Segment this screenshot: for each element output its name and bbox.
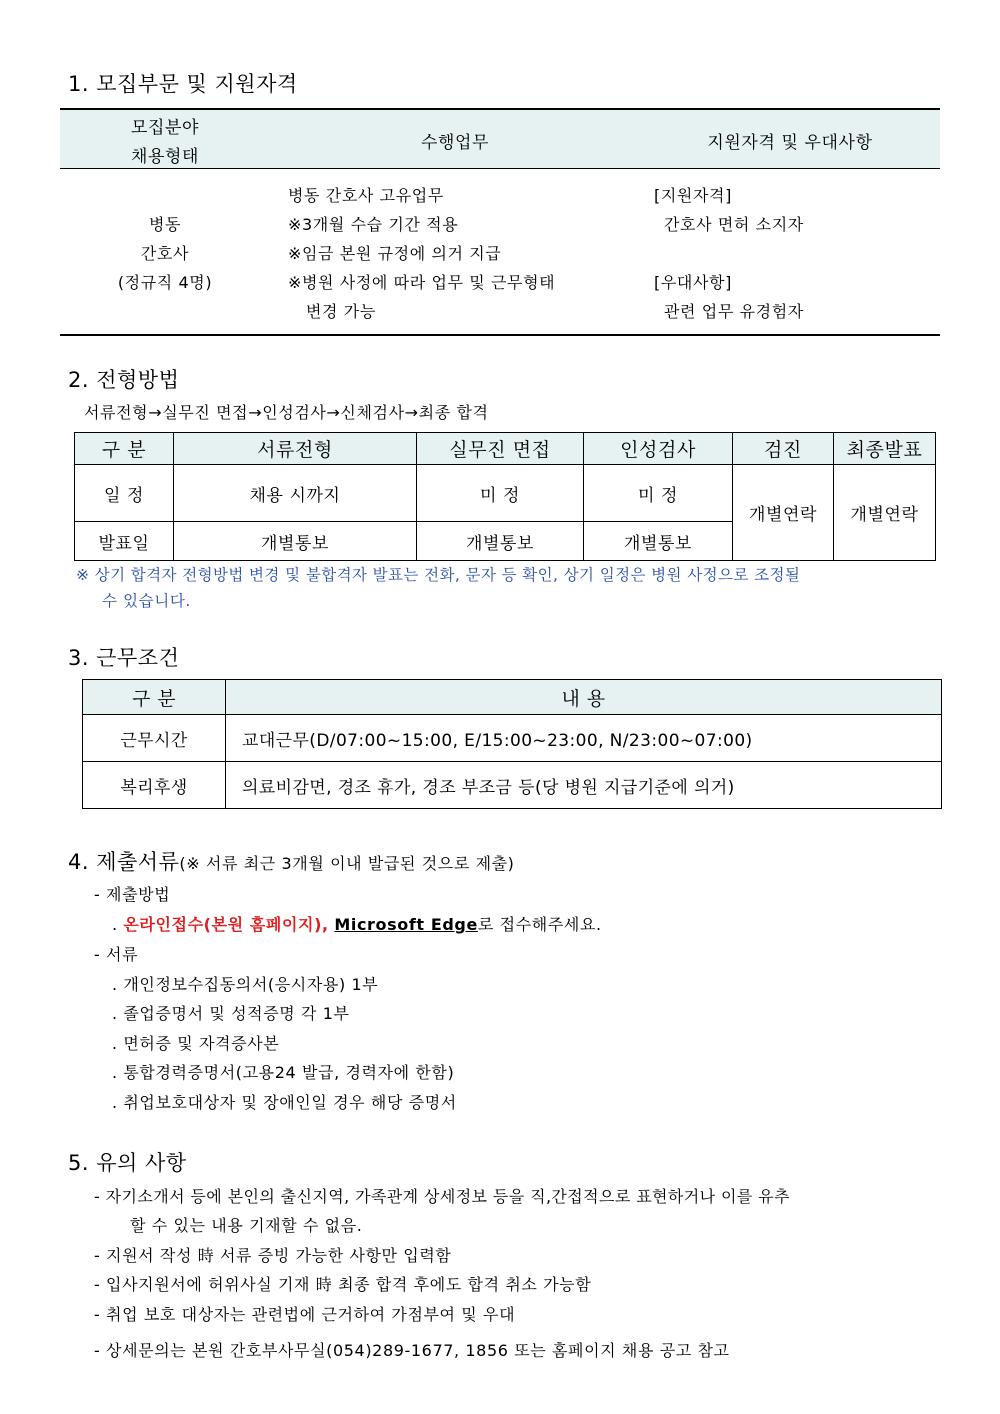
qual-line: [우대사항] [654, 273, 732, 292]
document-item: . 면허증 및 자격증사본 [112, 1034, 280, 1053]
section-4-title-note: (※ 서류 최근 3개월 이내 발급된 것으로 제출) [179, 854, 515, 873]
field-line: 병동 [148, 215, 182, 234]
document-item: . 졸업증명서 및 성적증명 각 1부 [112, 1004, 350, 1023]
col-header: 최종발표 [834, 433, 936, 465]
submit-method-rest: 로 접수해주세요. [477, 915, 602, 934]
notice-item: - 자기소개서 등에 본인의 출신지역, 가족관계 상세정보 등을 직,간접적으로 표현하거나 이를 유추 [94, 1187, 790, 1206]
row-label: 일 정 [75, 465, 174, 522]
col-header: 서류전형 [174, 433, 417, 465]
col-header: 인성검사 [584, 433, 733, 465]
selection-flow: 서류전형→실무진 면접→인성검사→신체검사→최종 합격 [84, 403, 489, 422]
document-item: . 취업보호대상자 및 장애인일 경우 해당 증명서 [112, 1093, 457, 1112]
table-cell: 개별통보 [417, 522, 584, 561]
table-cell: 개별연락 [834, 465, 936, 561]
header-duties: 수행업무 [420, 133, 490, 153]
col-header: 검진 [733, 433, 834, 465]
notice-item: - 지원서 작성 時 서류 증빙 가능한 사항만 입력함 [94, 1246, 452, 1265]
duty-line: ※병원 사정에 따라 업무 및 근무형태 [288, 273, 556, 292]
recruitment-table-header [60, 108, 940, 169]
table-cell: 교대근무(D/07:00~15:00, E/15:00~23:00, N/23:00~07:00) [226, 715, 942, 762]
section-4-heading [68, 846, 515, 876]
section-3-title: 3. 근무조건 [68, 646, 180, 670]
table-cell: 미 정 [584, 465, 733, 522]
field-line: (정규직 4명) [117, 273, 213, 292]
selection-table [74, 432, 936, 561]
document-item: . 통합경력증명서(고용24 발급, 경력자에 한함) [112, 1063, 455, 1082]
section-4-title: 4. 제출서류 [68, 850, 180, 874]
table-cell: 미 정 [417, 465, 584, 522]
selection-note-cont: 수 있습니다. [102, 592, 191, 610]
notice-item: - 취업 보호 대상자는 관련법에 근거하여 가점부여 및 우대 [94, 1305, 516, 1324]
duty-line: 병동 간호사 고유업무 [288, 186, 444, 205]
table-cell: 채용 시까지 [174, 465, 417, 522]
notice-item: - 입사지원서에 허위사실 기재 時 최종 합격 후에도 합격 취소 가능함 [94, 1275, 592, 1294]
header-qualification: 지원자격 및 우대사항 [707, 133, 873, 153]
selection-note: ※ 상기 합격자 전형방법 변경 및 불합격자 발표는 전화, 문자 등 확인, 상기 일정은 병원 사정으로 조정될 [76, 566, 801, 584]
col-header: 내 용 [226, 680, 942, 715]
documents-label: - 서류 [94, 945, 139, 964]
work-conditions-table [82, 679, 942, 809]
qual-line: [지원자격] [654, 186, 732, 205]
qual-line: 관련 업무 유경험자 [664, 302, 804, 321]
table-cell: 의료비감면, 경조 휴가, 경조 부조금 등(당 병원 지급기준에 의거) [226, 762, 942, 809]
table-cell: 개별연락 [733, 465, 834, 561]
col-header: 실무진 면접 [417, 433, 584, 465]
online-application-link[interactable]: 온라인접수(본원 홈페이지), [123, 915, 329, 934]
section-5-title: 5. 유의 사항 [68, 1151, 187, 1175]
duty-line: 변경 가능 [306, 302, 376, 321]
col-header: 구 분 [83, 680, 226, 715]
microsoft-edge-text: Microsoft Edge [334, 915, 478, 934]
field-line: 간호사 [140, 244, 190, 263]
table-cell: 개별통보 [584, 522, 733, 561]
section-2-title: 2. 전형방법 [68, 368, 180, 392]
row-label: 복리후생 [83, 762, 226, 809]
submit-method-label: - 제출방법 [94, 885, 171, 904]
document-item: . 개인정보수집동의서(응시자용) 1부 [112, 975, 379, 994]
bullet-dot: . [112, 915, 118, 934]
section-1-title: 1. 모집부문 및 지원자격 [68, 72, 298, 96]
recruitment-table-body [60, 169, 940, 336]
qual-line: 간호사 면허 소지자 [664, 215, 804, 234]
row-label: 근무시간 [83, 715, 226, 762]
table-cell: 개별통보 [174, 522, 417, 561]
notice-item-cont: 할 수 있는 내용 기재할 수 없음. [130, 1216, 363, 1235]
recruitment-table [60, 108, 940, 336]
col-header: 구 분 [75, 433, 174, 465]
row-label: 발표일 [75, 522, 174, 561]
submit-method [112, 912, 602, 935]
duty-line: ※3개월 수습 기간 적용 [288, 215, 459, 234]
duty-line: ※임금 본원 규정에 의거 지급 [288, 244, 502, 263]
notice-item: - 상세문의는 본원 간호부사무실(054)289-1677, 1856 또는 홈페이지 채용 공고 참고 [94, 1341, 730, 1360]
header-field-line1: 모집분야 [130, 118, 200, 138]
header-field-line2: 채용형태 [130, 147, 200, 167]
